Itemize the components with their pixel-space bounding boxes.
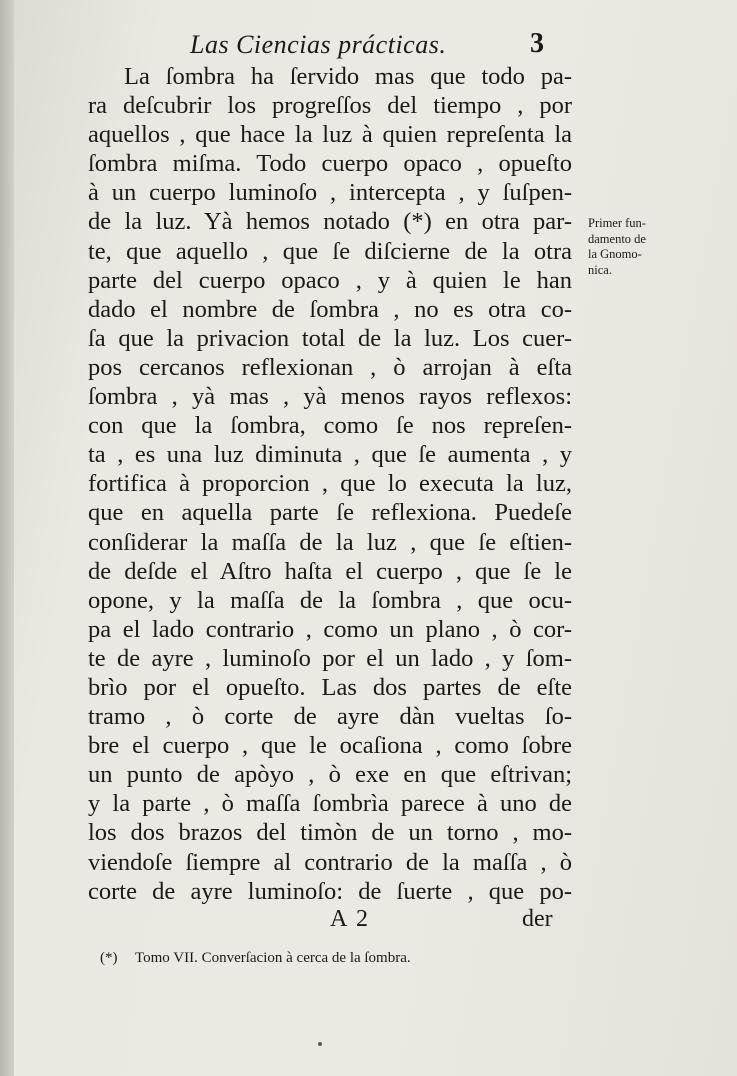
body-line: La ſombra ha ſervido mas que todo pa- xyxy=(124,63,572,90)
catchword: der xyxy=(522,906,553,932)
page-edge-shadow xyxy=(0,0,14,1076)
body-line: fortifica à proporcion , que lo executa la luz, xyxy=(88,470,572,498)
body-line: de deſde el Aſtro haſta el cuerpo , que ſe le xyxy=(88,557,572,585)
body-line: que en aquella parte ſe reflexiona. Puedeſe xyxy=(88,499,572,527)
body-line: tramo , ò corte de ayre dàn vueltas ſo- xyxy=(88,703,572,731)
body-line: à un cuerpo luminoſo , intercepta , y ſuſpen- xyxy=(88,179,572,207)
body-line: te, que aquello , que ſe diſcierne de la otra xyxy=(88,237,572,265)
footnote-text: Tomo VII. Converſacion à cerca de la ſombra. xyxy=(134,950,411,966)
body-line: ſombra miſma. Todo cuerpo opaco , opueſto xyxy=(88,150,572,178)
body-line: y la parte , ò maſſa ſombrìa parece à uno de xyxy=(88,790,572,818)
body-line: con que la ſombra, como ſe nos repreſen- xyxy=(88,412,572,440)
body-line: opone, y la maſſa de la ſombra , que ocu- xyxy=(88,586,572,614)
page-number: 3 xyxy=(530,28,544,59)
body-line: viendoſe ſiempre al contrario de la maſſa , ò xyxy=(88,848,572,876)
body-line: parte del cuerpo opaco , y à quien le han xyxy=(88,266,572,294)
body-line: bre el cuerpo , que le ocaſiona , como ſobre xyxy=(88,732,572,760)
body-line: ſombra , yà mas , yà menos rayos reflexos: xyxy=(88,383,572,411)
body-line: te de ayre , luminoſo por el un lado , y ſom- xyxy=(88,644,572,672)
body-line: de la luz. Yà hemos notado (*) en otra par- xyxy=(88,208,572,236)
body-line: ra deſcubrir los progreſſos del tiempo , por xyxy=(88,92,572,120)
margin-note-line: Primer fun- xyxy=(588,216,646,230)
footnote xyxy=(100,950,411,967)
footnote-mark: (*) xyxy=(100,950,118,966)
body-line: un punto de apòyo , ò exe en que eſtrivan; xyxy=(88,761,572,789)
margin-note xyxy=(588,216,728,278)
signature-mark: A 2 xyxy=(330,906,371,932)
margin-note-line: nica. xyxy=(588,262,612,277)
body-text xyxy=(88,62,572,906)
body-line: pa el lado contrario , como un plano , ò cor- xyxy=(88,615,572,643)
margin-note-line: la Gnomo- xyxy=(588,247,642,261)
body-line: ſa que la privacion total de la luz. Los cuer- xyxy=(88,324,572,352)
body-line: los dos brazos del timòn de un torno , mo- xyxy=(88,819,572,847)
body-line: ta , es una luz diminuta , que ſe aumenta , y xyxy=(88,441,572,469)
body-line: brìo por el opueſto. Las dos partes de eſte xyxy=(88,673,572,701)
body-line: dado el nombre de ſombra , no es otra co- xyxy=(88,295,572,323)
body-line: corte de ayre luminoſo: de ſuerte , que po- xyxy=(88,877,572,905)
running-head: Las Ciencias prácticas. xyxy=(190,30,447,59)
body-line: aquellos , que hace la luz à quien repreſenta la xyxy=(88,121,572,149)
margin-note-line: damento de xyxy=(588,231,646,246)
body-line: conſiderar la maſſa de la luz , que ſe eſtien- xyxy=(88,528,572,556)
ink-speck xyxy=(318,1042,322,1046)
body-line: pos cercanos reflexionan , ò arrojan à eſta xyxy=(88,353,572,381)
